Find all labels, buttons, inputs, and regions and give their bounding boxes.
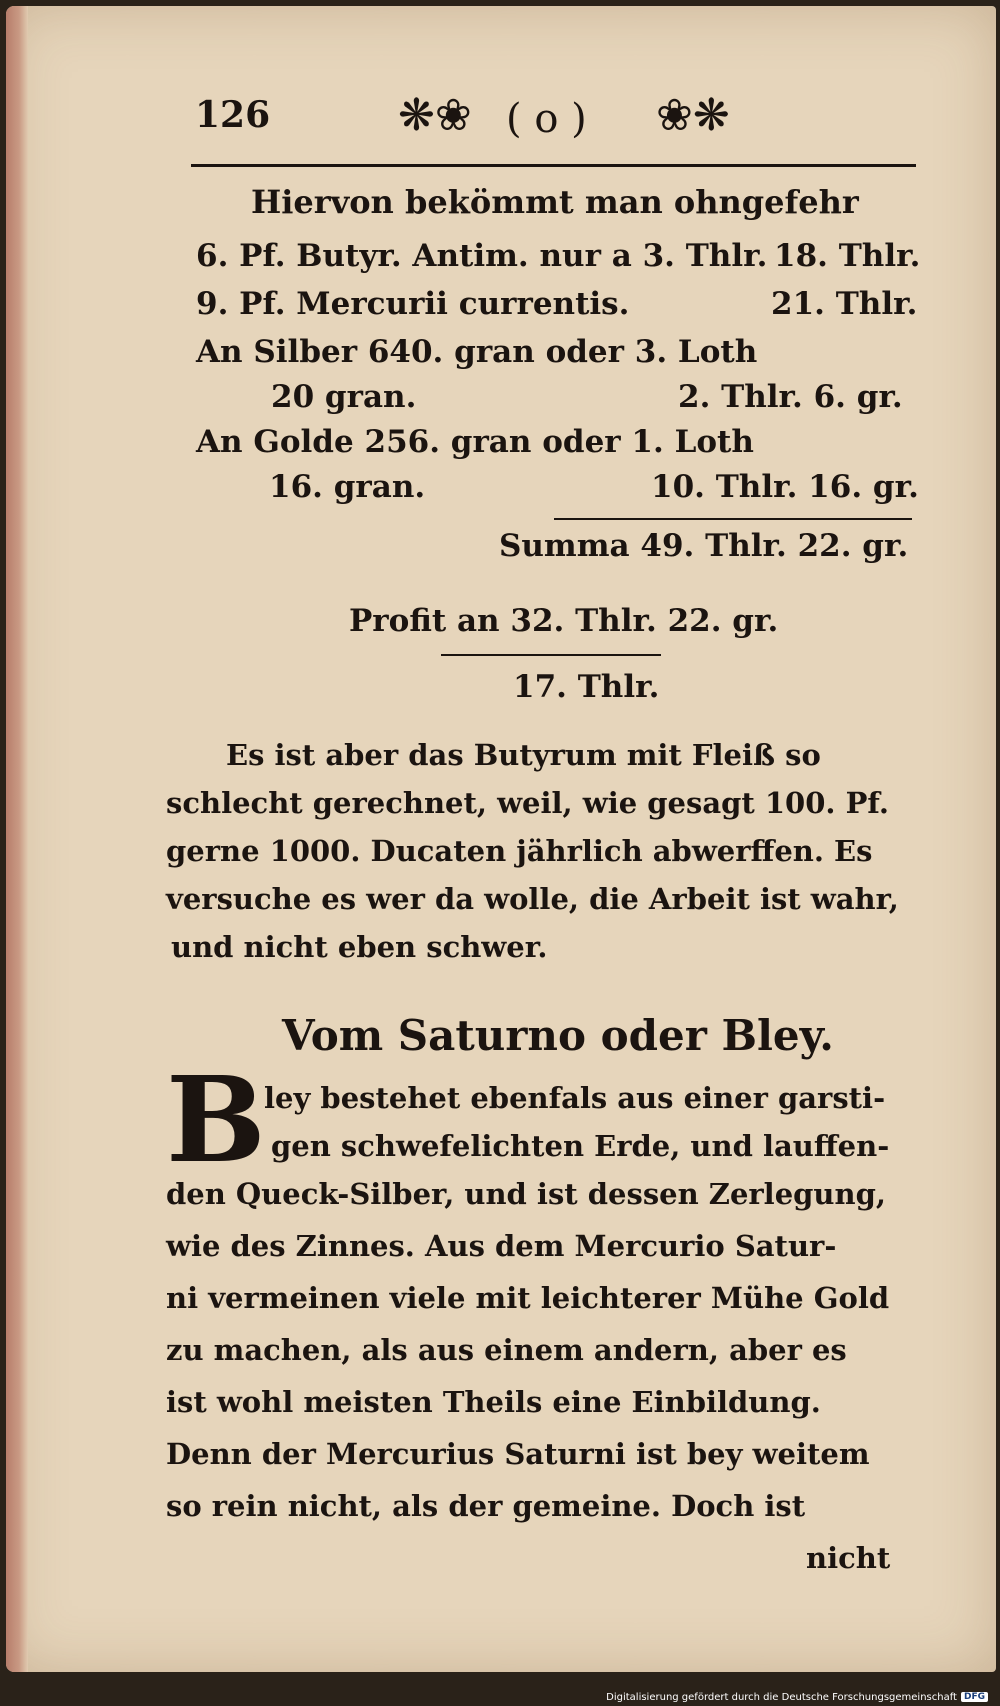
- paragraph-line: so rein nicht, als der gemeine. Doch ist: [166, 1489, 806, 1523]
- drop-cap: B: [166, 1050, 266, 1189]
- paragraph-line: gerne 1000. Ducaten jährlich abwerffen. Es: [166, 834, 873, 868]
- dfg-logo-icon: DFG: [961, 1692, 988, 1702]
- catchword: nicht: [806, 1541, 891, 1575]
- calc-row-label: 6. Pf. Butyr. Antim. nur a 3. Thlr.: [196, 238, 768, 274]
- page-number: 126: [195, 94, 271, 136]
- calc-row-label: An Golde 256. gran oder 1. Loth: [196, 424, 754, 460]
- paragraph-line: zu machen, als aus einem andern, aber es: [166, 1333, 847, 1367]
- calc-summa: Summa 49. Thlr. 22. gr.: [499, 528, 909, 564]
- calc-intro: Hiervon bekömmt man ohngefehr: [251, 183, 859, 221]
- paragraph-line: gen schwefelichten Erde, und lauffen-: [271, 1129, 890, 1163]
- calc-row-label: An Silber 640. gran oder 3. Loth: [196, 334, 758, 370]
- paragraph-line: den Queck-Silber, und ist dessen Zerlegung,: [166, 1177, 886, 1211]
- ornament-right-icon: ❀❋: [656, 90, 730, 141]
- ornament-left-icon: ❋❀: [398, 90, 472, 141]
- calc-row-amount: 18. Thlr.: [774, 238, 921, 274]
- header-rule: [191, 164, 916, 167]
- page-edge: [6, 6, 28, 1672]
- digitization-footer: [606, 1690, 988, 1704]
- sum-rule: [554, 518, 912, 520]
- center-mark: ( o ): [506, 96, 587, 142]
- book-page: [6, 6, 996, 1672]
- profit-rule: [441, 654, 661, 656]
- calc-profit-result: 17. Thlr.: [513, 669, 660, 705]
- calc-row-label: 20 gran.: [271, 379, 417, 415]
- paragraph-line: ley bestehet ebenfals aus einer garsti-: [264, 1081, 886, 1115]
- paragraph-line: wie des Zinnes. Aus dem Mercurio Satur-: [166, 1229, 837, 1263]
- paragraph-line: Denn der Mercurius Saturni ist bey weitem: [166, 1437, 870, 1471]
- calc-row-label: 9. Pf. Mercurii currentis.: [196, 286, 630, 322]
- paragraph-line: Es ist aber das Butyrum mit Fleiß so: [226, 738, 821, 772]
- calc-row-label: 16. gran.: [269, 469, 426, 505]
- paragraph-line: schlecht gerechnet, weil, wie gesagt 100. Pf.: [166, 786, 889, 820]
- paragraph-line: ni vermeinen viele mit leichterer Mühe Gold: [166, 1281, 890, 1315]
- footer-text: Digitalisierung gefördert durch die Deutsche Forschungsgemeinschaft: [606, 1691, 957, 1703]
- calc-row-amount: 10. Thlr. 16. gr.: [651, 469, 919, 505]
- calc-profit: Profit an 32. Thlr. 22. gr.: [349, 603, 779, 639]
- calc-row-amount: 2. Thlr. 6. gr.: [678, 379, 903, 415]
- section-title: Vom Saturno oder Bley.: [282, 1011, 834, 1060]
- paragraph-line: und nicht eben schwer.: [171, 930, 548, 964]
- paragraph-line: ist wohl meisten Theils eine Einbildung.: [166, 1385, 821, 1419]
- paragraph-line: versuche es wer da wolle, die Arbeit ist wahr,: [166, 882, 899, 916]
- calc-row-amount: 21. Thlr.: [771, 286, 918, 322]
